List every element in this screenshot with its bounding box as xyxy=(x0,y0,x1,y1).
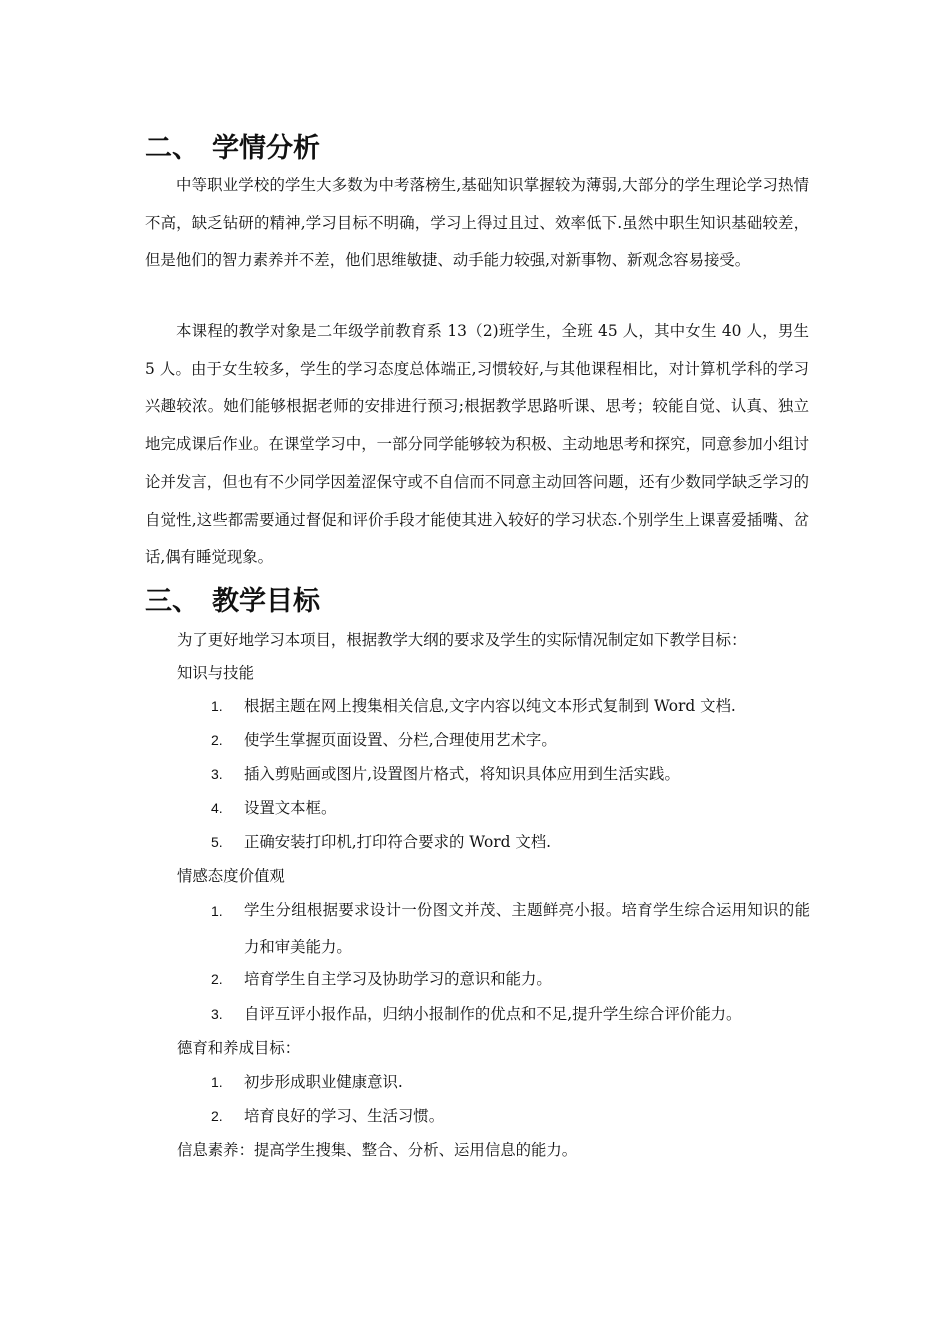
analysis-paragraph-2: 本课程的教学对象是二年级学前教育系 13（2)班学生，全班 45 人，其中女生 40 人，男生 5 人。由于女生较多，学生的学习态度总体端正,习惯较好,与其他课程相比，对计算机学科的学习兴趣较浓。她们能够根据老师的安排进行预习;根据教学思路听课、思考；较能自觉、认真、独立地完成课后作业。在课堂学习中，一部分同学能够较为积极、主动地思考和探究，同意参加小组讨论并发言，但也有不少同学因羞涩保守或不自信而不同意主动回答问题，还有少数同学缺乏学习的自觉性,这些都需要通过督促和评价手段才能使其进入较好的学习状态.个别学生上课喜爱插嘴、岔话,偶有睡觉现象。 xyxy=(145,322,809,567)
section-title: 教学目标 xyxy=(212,586,320,617)
list-item-text: 初步形成职业健康意识. xyxy=(244,1073,403,1091)
list-item-number: 5. xyxy=(211,834,223,850)
section-title: 学情分析 xyxy=(212,133,320,164)
list-item-number: 2. xyxy=(211,732,223,748)
list-item-number: 3. xyxy=(211,766,223,782)
list-item-number: 1. xyxy=(211,903,223,919)
moral-goals-label: 德育和养成目标： xyxy=(177,1039,301,1057)
list-item-number: 1. xyxy=(211,1074,223,1090)
section-heading-analysis xyxy=(145,132,320,166)
list-item-number: 3. xyxy=(211,1006,223,1022)
list-item-number: 1. xyxy=(211,698,223,714)
list-item-text: 培育良好的学习、生活习惯。 xyxy=(244,1107,445,1125)
knowledge-skills-label: 知识与技能 xyxy=(177,664,254,682)
list-item-text: 正确安装打印机,打印符合要求的 Word 文档. xyxy=(244,833,552,851)
list-item-text: 自评互评小报作品，归纳小报制作的优点和不足,提升学生综合评价能力。 xyxy=(244,1005,742,1023)
list-item-text: 根据主题在网上搜集相关信息,文字内容以纯文本形式复制到 Word 文档. xyxy=(244,697,736,715)
list-item-number: 2. xyxy=(211,971,223,987)
info-literacy-line: 信息素养：提高学生搜集、整合、分析、运用信息的能力。 xyxy=(177,1141,578,1159)
emotion-values-label: 情感态度价值观 xyxy=(177,867,285,885)
list-item-number: 4. xyxy=(211,800,223,816)
list-item-text: 使学生掌握页面设置、分栏,合理使用艺术字。 xyxy=(244,731,557,749)
section-heading-objectives xyxy=(145,585,320,619)
list-item-text: 设置文本框。 xyxy=(244,799,337,817)
objectives-intro: 为了更好地学习本项目，根据教学大纲的要求及学生的实际情况制定如下教学目标： xyxy=(177,631,747,649)
section-number: 二、 xyxy=(145,133,199,164)
list-item-text: 培育学生自主学习及协助学习的意识和能力。 xyxy=(244,970,552,988)
section-number: 三、 xyxy=(145,586,199,617)
analysis-paragraph-1: 中等职业学校的学生大多数为中考落榜生,基础知识掌握较为薄弱,大部分的学生理论学习热情不高，缺乏钻研的精神,学习目标不明确，学习上得过且过、效率低下.虽然中职生知识基础较差，但是他们的智力素养并不差，他们思维敏捷、动手能力较强,对新事物、新观念容易接受。 xyxy=(145,176,809,270)
list-item-text: 插入剪贴画或图片,设置图片格式，将知识具体应用到生活实践。 xyxy=(244,765,680,783)
list-item-number: 2. xyxy=(211,1108,223,1124)
list-item-text: 学生分组根据要求设计一份图文并茂、主题鲜亮小报。培育学生综合运用知识的能力和审美能力。 xyxy=(244,901,810,956)
